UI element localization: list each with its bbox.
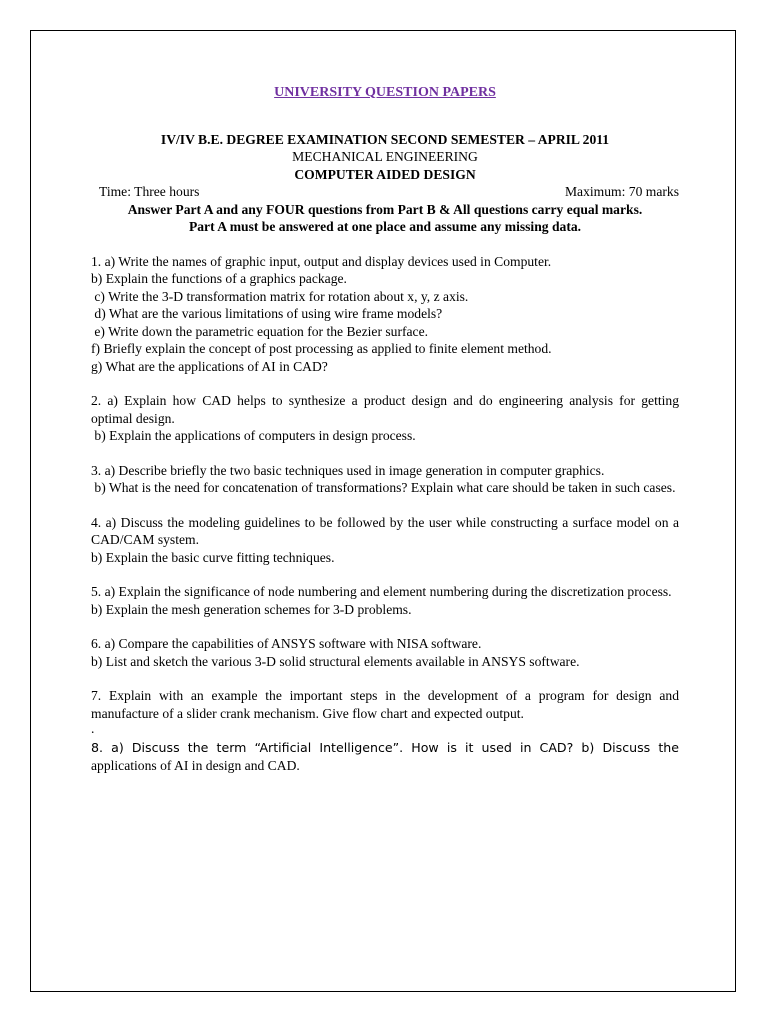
q6-b: b) List and sketch the various 3-D solid structural elements available in ANSYS software. (91, 653, 580, 669)
q4-a: 4. a) Discuss the modeling guidelines to be followed by the user while constructing a surface model on a CAD/CAM system. (91, 514, 679, 547)
time-label: Time: Three hours (99, 184, 200, 199)
question-7 (91, 687, 679, 735)
university-question-papers-title: UNIVERSITY QUESTION PAPERS (274, 85, 496, 100)
q8-part2: applications of AI in design and CAD. (91, 757, 300, 773)
q1-g: g) What are the applications of AI in CAD? (91, 358, 328, 374)
header-title-row (91, 83, 679, 102)
q7-dot: . (91, 721, 95, 736)
q1-d: d) What are the various limitations of using wire frame models? (91, 306, 443, 321)
question-1 (91, 253, 679, 376)
question-5 (91, 583, 679, 618)
q2-a: 2. a) Explain how CAD helps to synthesize a product design and do engineering analysis for getting optimal design. (91, 393, 679, 426)
q1-e: e) Write down the parametric equation for the Bezier surface. (91, 323, 429, 339)
q5-b: b) Explain the mesh generation schemes for 3-D problems. (91, 601, 412, 617)
max-marks-label: Maximum: 70 marks (564, 184, 679, 199)
question-2 (91, 392, 679, 445)
q3-a: 3. a) Describe briefly the two basic techniques used in image generation in computer graphics. (91, 462, 605, 478)
q1-f: f) Briefly explain the concept of post processing as applied to finite element method. (91, 341, 552, 356)
q1-b: b) Explain the functions of a graphics package. (91, 271, 347, 286)
instruction-1: Answer Part A and any FOUR questions from Part B & All questions carry equal marks. (127, 201, 643, 217)
q5-a: 5. a) Explain the significance of node numbering and element numbering during the discretization process. (91, 584, 672, 599)
question-paper (91, 83, 679, 774)
q3-b: b) What is the need for concatenation of transformations? Explain what care should be taken in such cases. (91, 480, 676, 495)
q1-a: 1. a) Write the names of graphic input, output and display devices used in Computer. (91, 253, 552, 269)
question-3 (91, 462, 679, 497)
question-4 (91, 514, 679, 567)
subject-title: COMPUTER AIDED DESIGN (294, 166, 476, 182)
q1-c: c) Write the 3-D transformation matrix for rotation about x, y, z axis. (91, 288, 469, 304)
question-6 (91, 635, 679, 670)
q7-text: 7. Explain with an example the important steps in the development of a program for design and manufacture of a slider crank mechanism. Give flow chart and expected output. (91, 688, 679, 721)
q2-b: b) Explain the applications of computers in design process. (91, 428, 416, 443)
question-8 (91, 739, 679, 774)
exam-title: IV/IV B.E. DEGREE EXAMINATION SECOND SEMESTER – APRIL 2011 (160, 131, 610, 147)
branch-title: MECHANICAL ENGINEERING (292, 149, 478, 164)
q6-a: 6. a) Compare the capabilities of ANSYS software with NISA software. (91, 636, 482, 651)
q4-b: b) Explain the basic curve fitting techniques. (91, 549, 335, 565)
instruction-2: Part A must be answered at one place and assume any missing data. (188, 219, 582, 234)
page-border (30, 30, 736, 992)
time-marks-row (91, 183, 679, 201)
q8-part1: 8. a) Discuss the term “Artificial Intelligence”. How is it used in CAD? b) Discuss the (91, 740, 679, 755)
